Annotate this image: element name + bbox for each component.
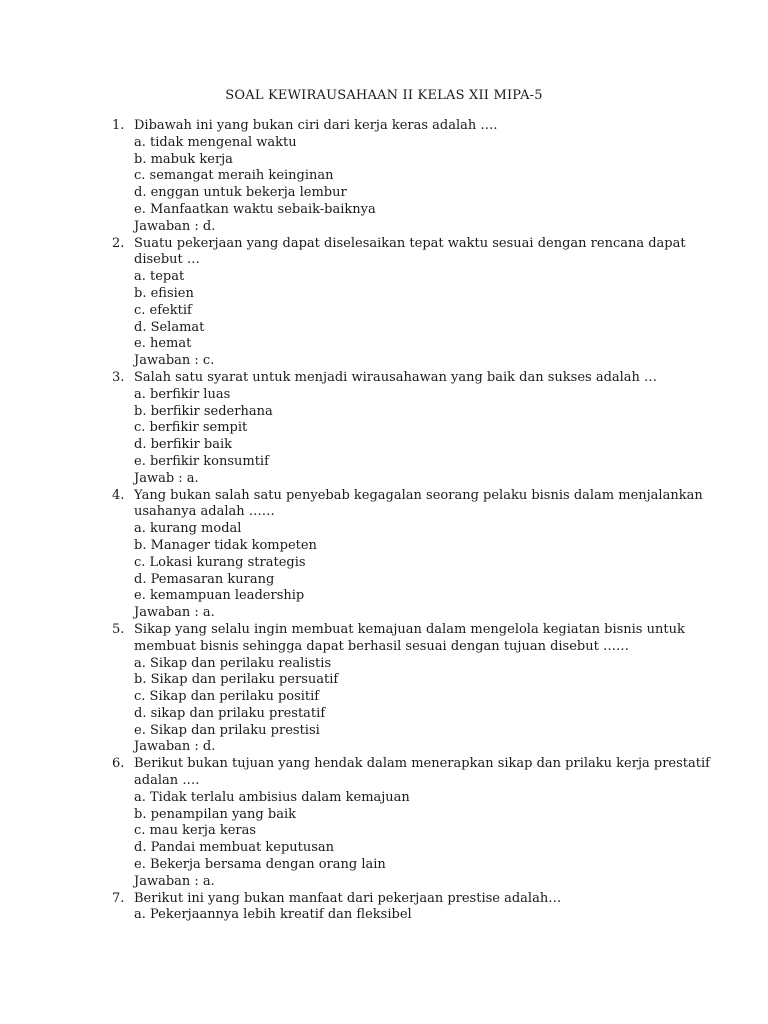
question-item [112,622,692,756]
question-text: membuat bisnis sehingga dapat berhasil sesuai dengan tujuan disebut …… [134,638,629,654]
answer-option: b. berfikir sederhana [134,403,273,419]
question-text: Sikap yang selalu ingin membuat kemajuan dalam mengelola kegiatan bisnis untuk [134,621,685,637]
answer-option: d. berfikir baik [134,437,232,453]
answer-option: c. berfikir sempit [134,420,248,436]
question-item [112,891,692,925]
question-number: 2. [112,235,125,251]
answer-option: b. penampilan yang baik [134,806,296,822]
answer-option: a. Tidak terlalu ambisius dalam kemajuan [134,789,410,805]
question-body [134,891,692,925]
answer-option: d. enggan untuk bekerja lembur [134,185,347,201]
answer-option: e. berfikir konsumtif [134,453,269,469]
document-title: SOAL KEWIRAUSAHAAN II KELAS XII MIPA-5 [225,88,543,103]
question-number: 3. [112,369,125,385]
answer-option: d. Selamat [134,319,205,335]
question-text: Suatu pekerjaan yang dapat diselesaikan tepat waktu sesuai dengan rencana dapat [134,235,686,251]
answer-option: a. Sikap dan perilaku realistis [134,655,332,671]
answer-key: Jawaban : a. [134,873,215,889]
question-item [112,487,703,622]
answer-option: b. Manager tidak kompeten [134,537,317,553]
question-number: 6. [112,756,125,772]
answer-option: e. Manfaatkan waktu sebaik-baiknya [134,201,376,217]
answer-option: a. Pekerjaannya lebih kreatif dan fleksibel [134,907,412,923]
answer-option: e. Sikap dan prilaku prestisi [134,722,320,738]
question-item [112,370,692,488]
answer-key: Jawaban : c. [134,353,215,369]
question-text: Berikut ini yang bukan manfaat dari pekerjaan prestise adalah… [134,890,562,906]
answer-key: Jawaban : a. [134,605,215,621]
question-item [112,236,692,370]
answer-option: a. tidak mengenal waktu [134,134,297,150]
answer-option: a. kurang modal [134,521,242,537]
answer-option: d. sikap dan prilaku prestatif [134,705,326,721]
question-text: disebut … [134,252,200,268]
question-item [112,118,692,236]
question-text: Berikut bukan tujuan yang hendak dalam menerapkan sikap dan prilaku kerja prestatif [134,756,710,772]
answer-option: d. Pandai membuat keputusan [134,840,335,856]
answer-option: c. mau kerja keras [134,823,257,839]
answer-option: b. mabuk kerja [134,151,233,167]
question-text: Dibawah ini yang bukan ciri dari kerja keras adalah …. [134,118,498,133]
answer-option: e. hemat [134,336,192,352]
question-body [134,622,692,756]
question-body [134,118,692,236]
question-number: 5. [112,621,125,637]
answer-key: Jawaban : d. [134,218,216,234]
question-body [134,236,692,370]
question-text: usahanya adalah …… [134,504,275,520]
answer-key: Jawaban : d. [134,739,216,755]
question-list [112,118,710,924]
question-body [134,487,703,622]
question-text: Salah satu syarat untuk menjadi wirausahawan yang baik dan sukses adalah … [134,369,658,385]
answer-option: a. tepat [134,269,185,285]
answer-option: c. Lokasi kurang strategis [134,554,306,570]
question-number: 4. [112,487,125,503]
question-text: Yang bukan salah satu penyebab kegagalan seorang pelaku bisnis dalam menjalankan [134,487,703,503]
question-number: 7. [112,890,125,906]
answer-option: c. semangat meraih keinginan [134,168,334,184]
answer-key: Jawab : a. [134,470,199,486]
answer-option: a. berfikir luas [134,386,231,402]
answer-option: d. Pemasaran kurang [134,571,275,587]
question-body [134,370,692,488]
question-number: 1. [112,118,125,133]
answer-option: c. efektif [134,302,192,318]
answer-option: e. Bekerja bersama dengan orang lain [134,857,386,873]
question-body [134,756,710,890]
answer-option: c. Sikap dan perilaku positif [134,689,320,705]
answer-option: b. Sikap dan perilaku persuatif [134,672,339,688]
answer-option: e. kemampuan leadership [134,588,305,604]
question-text: adalan …. [134,773,200,789]
answer-option: b. efisien [134,285,194,301]
question-item [112,756,710,890]
